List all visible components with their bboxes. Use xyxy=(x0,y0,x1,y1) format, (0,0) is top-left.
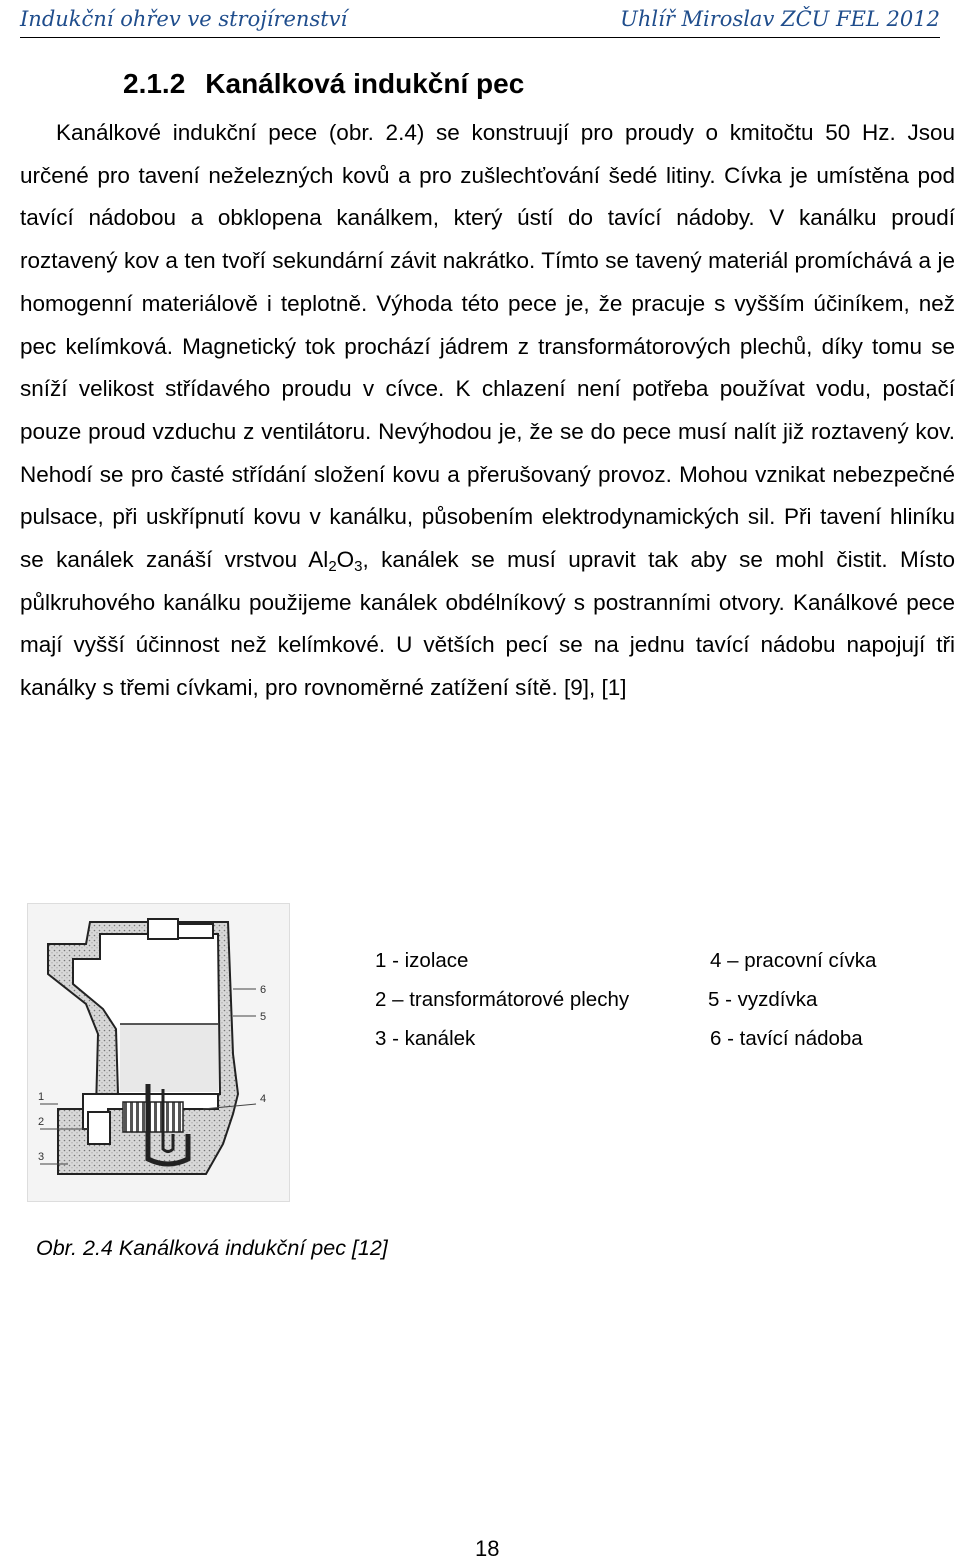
furnace-diagram xyxy=(27,903,290,1202)
page-header xyxy=(20,4,940,34)
figure-label-2: 2 xyxy=(38,1116,45,1128)
paragraph-part-3: , kanálek se musí upravit tak aby se mohl čistit. Místo půlkruhového kanálku použijeme kanálek obdélníkový s postranními otvory. Kanálkové pece mají vyšší účinnost než kelímkové. U větších pecí se na jednu tavící nádobu napojují tři kanálky s třemi cívkami, pro rovnoměrné zatížení sítě. [9], [1] xyxy=(20,547,955,701)
figure-label-6: 6 xyxy=(260,984,267,996)
section-title: Kanálková indukční pec xyxy=(205,68,525,99)
legend-item-4: 4 – pracovní cívka xyxy=(710,949,877,972)
furnace-drawing xyxy=(28,904,289,1201)
paragraph-part-1: Kanálkové indukční pece (obr. 2.4) se konstruují pro proudy o kmitočtu 50 Hz. Jsou určené pro tavení neželezných kovů a pro zušlechťování šedé litiny. Cívka je umístěna pod tavící nádobou a obklopena kanálkem, který ústí do tavící nádoby. V kanálku proudí roztavený kov a ten tvoří sekundární závit nakrátko. Tímto se tavený materiál promíchává a je homogenní materiálově i teplotně. Výhoda této pece je, že pracuje s vyšším účiníkem, než pec kelímková. Magnetický tok prochází jádrem z transformátorových plechů, díky tomu se sníží velikost střídavého proudu v cívce. K chlazení není potřeba používat vodu, postačí pouze proud vzduchu z ventilátoru. Nevýhodou je, že se do pece musí nalít již roztavený kov. Nehodí se pro časté střídání složení kovu a přerušovaný provoz. Mohou vznikat nebezpečné pulsace, při uskřípnutí kovu v kanálku, působením elektrodynamických sil. Při tavení hliníku se kanálek zanáší vrstvou Al xyxy=(20,120,955,573)
header-rule xyxy=(20,37,940,38)
legend-item-2: 2 – transformátorové plechy xyxy=(375,988,630,1011)
figure-label-3: 3 xyxy=(38,1151,45,1163)
header-left: Indukční ohřev ve strojírenství xyxy=(20,7,348,31)
figure-label-5: 5 xyxy=(260,1011,267,1023)
body-paragraph xyxy=(20,112,955,710)
subscript-3: 3 xyxy=(354,558,363,576)
figure-label-4: 4 xyxy=(260,1093,267,1105)
section-heading xyxy=(123,68,524,100)
section-number: 2.1.2 xyxy=(123,68,186,99)
figure-label-1: 1 xyxy=(38,1091,45,1103)
subscript-2: 2 xyxy=(328,558,337,576)
paragraph-part-2: O xyxy=(336,547,355,573)
legend-item-1: 1 - izolace xyxy=(375,949,469,972)
legend-item-6: 6 - tavící nádoba xyxy=(710,1027,863,1050)
figure-caption: Obr. 2.4 Kanálková indukční pec [12] xyxy=(36,1236,388,1260)
legend-item-3: 3 - kanálek xyxy=(375,1027,476,1050)
page-number: 18 xyxy=(475,1536,500,1561)
header-right: Uhlíř Miroslav ZČU FEL 2012 xyxy=(620,7,940,31)
legend-item-5: 5 - vyzdívka xyxy=(708,988,818,1011)
